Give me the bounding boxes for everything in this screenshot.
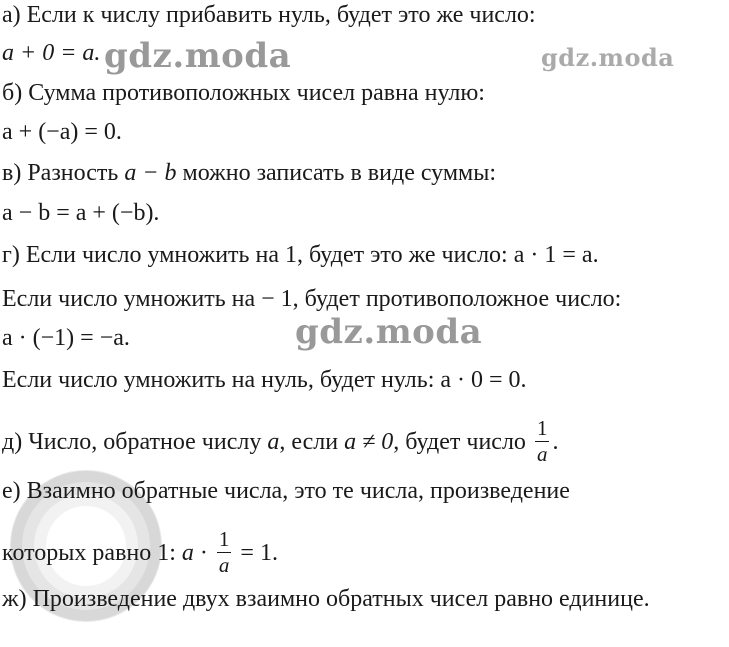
formula-v: a − b = a + (−b). (2, 200, 160, 226)
item-e2-sentence: которых равно 1: (2, 540, 182, 567)
fraction-numerator: 1 (536, 416, 548, 440)
formula-b: a + (−a) = 0. (2, 119, 122, 145)
item-v-prefix: в) Разность (2, 160, 125, 186)
item-e-text: е) Взаимно обратные числа, это те числа, произведение (2, 478, 570, 504)
item-g2-formula (2, 323, 130, 353)
item-v-suffix: можно записать в виде суммы: (176, 160, 497, 186)
formula-a: a + 0 = a. (2, 40, 101, 66)
item-g3-text (2, 365, 527, 395)
item-d-condition: a ≠ 0 (344, 429, 394, 456)
item-g-sentence: г) Если число умножить на 1, будет это же число: (2, 242, 514, 268)
item-b-text: б) Сумма противоположных чисел равна нулю: (2, 80, 485, 106)
item-g2-text: Если число умножить на − 1, будет противоположное число: (2, 286, 622, 312)
item-a-formula (2, 38, 100, 68)
item-g3-sentence: Если число умножить на нуль, будет нуль: (2, 367, 441, 393)
fraction-numerator-2: 1 (218, 527, 230, 551)
item-d-mid: , если (279, 429, 345, 456)
item-d-end: . (552, 429, 559, 456)
watermark-logo-center: gdz.moda (295, 312, 483, 352)
item-a-text: а) Если к числу прибавить нуль, будет это же число: (2, 2, 536, 28)
watermark-logo-small: gdz.moda (541, 43, 675, 72)
formula-g2: a · (−1) = −a. (2, 325, 130, 351)
item-d-text (2, 416, 559, 467)
fraction-denominator-2: a (218, 553, 230, 577)
formula-g: a · 1 = a. (513, 242, 599, 268)
watermark-logo: gdz.moda (104, 36, 292, 76)
item-g-text (2, 240, 599, 270)
item-d-suffix: , будет число (393, 429, 532, 456)
item-b-formula (2, 117, 122, 147)
item-e2-var: a (181, 540, 194, 567)
fraction-denominator: a (536, 442, 548, 466)
formula-g3: a · 0 = 0. (440, 367, 527, 393)
item-e2-text (2, 527, 278, 578)
item-d-var: a (267, 429, 280, 456)
item-v-formula (2, 198, 159, 228)
item-v-expression: a − b (124, 160, 177, 186)
item-e2-tail: = 1. (234, 540, 278, 567)
item-v-text (2, 158, 496, 188)
fraction-one-over-a (535, 418, 550, 465)
item-zh-text: ж) Произведение двух взаимно обратных чисел равно единице. (2, 586, 650, 612)
item-e2-dot: · (193, 540, 214, 567)
fraction-one-over-a-2 (217, 529, 232, 576)
item-d-prefix: д) Число, обратное числу (2, 429, 268, 456)
